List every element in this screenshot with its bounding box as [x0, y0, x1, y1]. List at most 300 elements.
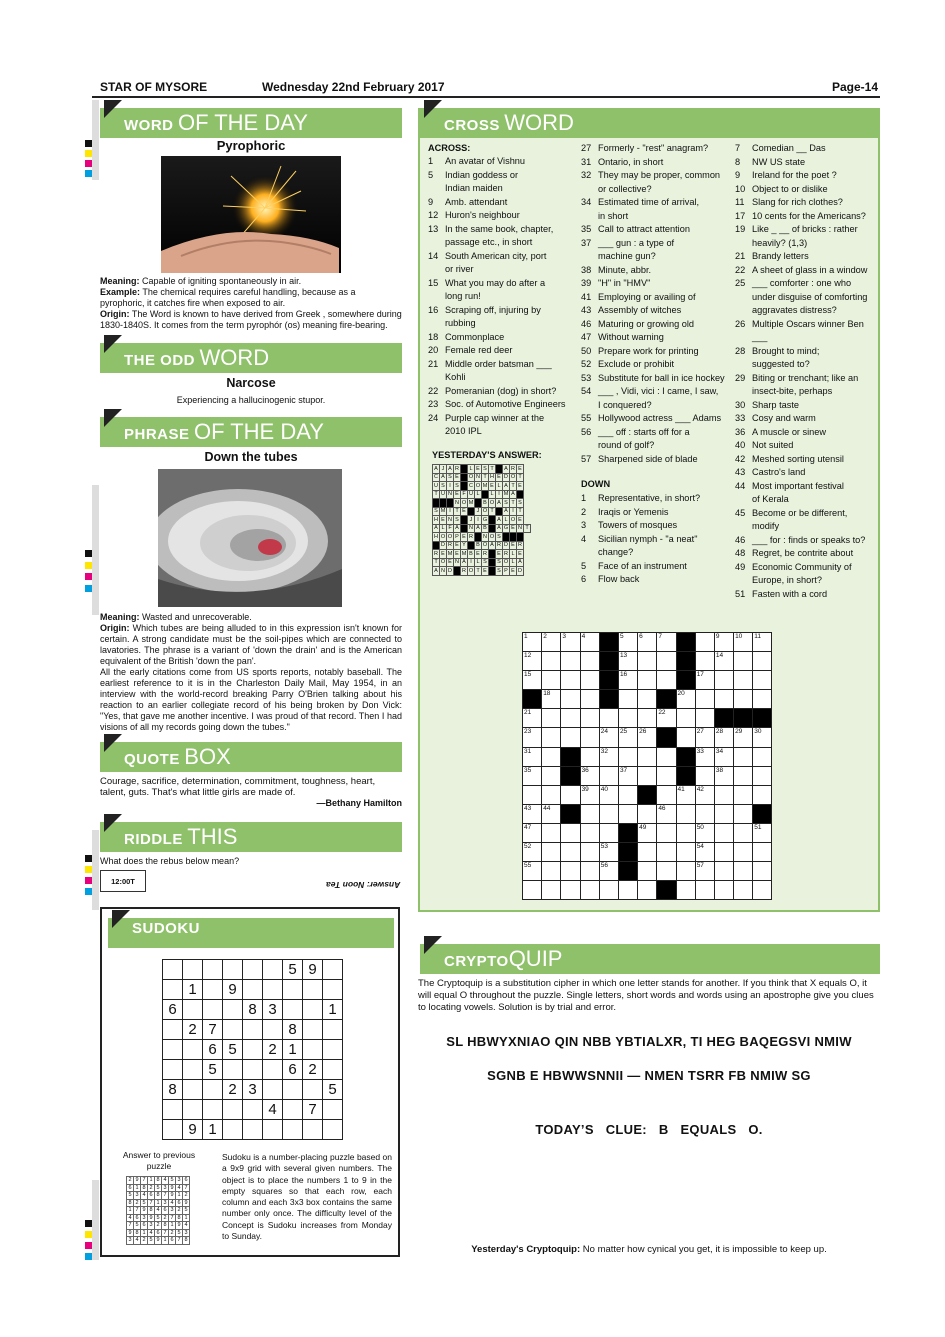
crossword-cell[interactable] [714, 843, 733, 862]
crossword-cell[interactable] [599, 804, 618, 823]
crossword-cell[interactable] [561, 862, 580, 881]
crossword-cell[interactable] [523, 823, 542, 842]
crossword-cell[interactable] [676, 823, 695, 842]
crossword-cell[interactable] [542, 747, 561, 766]
clue-text: Female red deer [445, 345, 513, 355]
sudoku-cell[interactable] [323, 1020, 343, 1040]
crossword-cell[interactable] [695, 671, 714, 690]
crossword-cell[interactable] [753, 823, 772, 842]
crossword-cell[interactable] [618, 747, 637, 766]
sudoku-cell[interactable] [223, 1100, 243, 1120]
sudoku-cell[interactable]: 1 [203, 1120, 223, 1140]
crossword-cell[interactable] [753, 881, 772, 900]
sudoku-cell[interactable] [243, 1120, 263, 1140]
solution-cell: E [511, 567, 515, 574]
sudoku-cell[interactable]: 6 [163, 1000, 183, 1020]
crossword-cell[interactable] [695, 652, 714, 671]
sudoku-answer-cell: 2 [170, 1229, 174, 1236]
crossword-cell[interactable] [561, 671, 580, 690]
clue-number: 11 [735, 197, 745, 207]
sudoku-cell[interactable] [223, 1060, 243, 1080]
crossword-cell[interactable] [542, 633, 561, 652]
crossword-cell[interactable] [599, 862, 618, 881]
crossword-cell[interactable] [714, 652, 733, 671]
crossword-cell[interactable] [695, 862, 714, 881]
crossword-cell[interactable] [561, 633, 580, 652]
clue-line [735, 480, 880, 494]
crossword-cell[interactable] [638, 690, 657, 709]
crossword-cell[interactable] [695, 881, 714, 900]
sudoku-cell[interactable] [223, 1120, 243, 1140]
crossword-cell[interactable] [580, 652, 599, 671]
sudoku-cell[interactable]: 1 [183, 980, 203, 1000]
clue-number: 22 [428, 385, 439, 396]
crossword-cell[interactable] [599, 843, 618, 862]
sudoku-cell[interactable]: 8 [163, 1080, 183, 1100]
crossword-cell[interactable] [714, 862, 733, 881]
sudoku-cell[interactable] [263, 1060, 283, 1080]
sudoku-answer-cell: 1 [149, 1177, 153, 1184]
crossword-cell[interactable] [695, 690, 714, 709]
crossword-cell[interactable] [695, 804, 714, 823]
crossword-cell[interactable] [753, 671, 772, 690]
crossword-cell[interactable] [523, 785, 542, 804]
crossword-cell[interactable] [657, 709, 676, 728]
clue-text: Minute, abbr. [598, 264, 652, 275]
sudoku-cell[interactable]: 9 [223, 980, 243, 1000]
solution-black-cell [433, 499, 440, 508]
sudoku-cell[interactable]: 9 [303, 960, 323, 980]
crossword-cell[interactable] [753, 652, 772, 671]
crossword-cell[interactable] [599, 823, 618, 842]
crossword-cell[interactable] [657, 862, 676, 881]
sudoku-cell[interactable] [183, 1080, 203, 1100]
sudoku-cell[interactable] [163, 960, 183, 980]
solution-cell: O [510, 516, 516, 523]
sudoku-grid[interactable] [162, 959, 343, 1140]
crossword-cell[interactable] [580, 709, 599, 728]
crossword-grid[interactable] [522, 632, 772, 900]
crossword-cell[interactable] [618, 804, 637, 823]
sudoku-cell[interactable] [323, 1040, 343, 1060]
sudoku-cell[interactable] [283, 1120, 303, 1140]
crossword-cell[interactable] [753, 690, 772, 709]
crossword-cell[interactable] [561, 785, 580, 804]
crossword-cell[interactable] [599, 785, 618, 804]
crossword-cell[interactable] [734, 728, 753, 747]
crossword-cell[interactable] [542, 671, 561, 690]
crossword-cell[interactable] [542, 823, 561, 842]
cell-number: 12 [524, 652, 532, 660]
solution-cell: N [448, 491, 452, 498]
clue-number: 1 [428, 156, 434, 166]
sudoku-cell[interactable] [163, 1120, 183, 1140]
solution-cell: E [511, 525, 515, 532]
crossword-cell[interactable] [580, 690, 599, 709]
clue-text: Assembly of witches [598, 305, 682, 315]
crossword-cell[interactable] [580, 843, 599, 862]
sudoku-cell[interactable] [303, 1080, 323, 1100]
sudoku-cell[interactable] [243, 1100, 263, 1120]
sudoku-cell[interactable] [323, 1120, 343, 1140]
crossword-cell[interactable] [638, 633, 657, 652]
crossword-cell[interactable] [695, 823, 714, 842]
sudoku-cell[interactable] [323, 960, 343, 980]
sudoku-cell[interactable] [243, 1060, 263, 1080]
crossword-cell[interactable] [753, 785, 772, 804]
clue-line [735, 358, 880, 372]
crossword-cell[interactable] [638, 709, 657, 728]
crossword-cell[interactable] [676, 862, 695, 881]
crossword-cell[interactable] [714, 766, 733, 785]
crossword-cell[interactable] [657, 843, 676, 862]
sudoku-cell[interactable] [183, 960, 203, 980]
crossword-cell[interactable] [695, 709, 714, 728]
crossword-cell[interactable] [618, 633, 637, 652]
solution-cell: R [518, 542, 522, 549]
crossword-cell[interactable] [714, 823, 733, 842]
sudoku-cell[interactable]: 4 [263, 1100, 283, 1120]
crossword-cell[interactable] [676, 785, 695, 804]
sudoku-cell[interactable]: 5 [223, 1040, 243, 1060]
crossword-cell[interactable] [618, 766, 637, 785]
sudoku-cell[interactable] [243, 960, 263, 980]
sudoku-cell[interactable] [203, 980, 223, 1000]
crossword-cell[interactable] [638, 671, 657, 690]
crossword-cell[interactable] [638, 862, 657, 881]
sudoku-cell[interactable] [183, 1000, 203, 1020]
crossword-cell[interactable] [580, 766, 599, 785]
clue-number: 28 [735, 345, 746, 356]
crossword-cell[interactable] [561, 843, 580, 862]
sudoku-cell[interactable] [203, 1080, 223, 1100]
black-cell [561, 766, 580, 785]
clue-text: 2010 IPL [445, 426, 482, 436]
crossword-cell[interactable] [714, 633, 733, 652]
crossword-cell[interactable] [714, 785, 733, 804]
crossword-cell[interactable] [734, 690, 753, 709]
sudoku-cell[interactable] [183, 1100, 203, 1120]
sudoku-cell[interactable] [323, 1100, 343, 1120]
crossword-cell[interactable] [734, 843, 753, 862]
crossword-cell[interactable] [734, 671, 753, 690]
sudoku-answer-cell: 7 [170, 1214, 174, 1221]
crossword-cell[interactable] [657, 804, 676, 823]
clue-line [428, 344, 578, 358]
clue-line [735, 237, 880, 251]
sudoku-cell[interactable] [203, 1000, 223, 1020]
crossword-cell[interactable] [753, 633, 772, 652]
sudoku-cell[interactable] [323, 980, 343, 1000]
crossword-cell[interactable] [638, 823, 657, 842]
crossword-cell[interactable] [599, 881, 618, 900]
solution-cell: M [482, 482, 488, 489]
sudoku-cell[interactable] [183, 1040, 203, 1060]
crossword-cell[interactable] [657, 633, 676, 652]
crossword-cell[interactable] [542, 804, 561, 823]
crossword-cell[interactable] [580, 728, 599, 747]
crossword-cell[interactable] [580, 804, 599, 823]
crossword-cell[interactable] [734, 804, 753, 823]
sudoku-cell[interactable]: 2 [183, 1020, 203, 1040]
sudoku-cell[interactable] [283, 1100, 303, 1120]
crossword-cell[interactable] [542, 652, 561, 671]
clue-line [581, 277, 731, 291]
crossword-cell[interactable] [580, 747, 599, 766]
crossword-cell[interactable] [657, 785, 676, 804]
sudoku-cell[interactable] [263, 960, 283, 980]
sudoku-cell[interactable] [223, 1020, 243, 1040]
sudoku-cell[interactable] [303, 980, 323, 1000]
crossword-cell[interactable] [714, 728, 733, 747]
header-small: QUOTE [124, 751, 180, 768]
crossword-cell[interactable] [714, 690, 733, 709]
solution-black-cell [461, 524, 468, 533]
crossword-cell[interactable] [676, 843, 695, 862]
crossword-cell[interactable] [734, 785, 753, 804]
sudoku-cell[interactable] [283, 980, 303, 1000]
sudoku-cell[interactable]: 2 [263, 1040, 283, 1060]
crossword-cell[interactable] [523, 804, 542, 823]
sudoku-cell[interactable]: 8 [283, 1020, 303, 1040]
crossword-cell[interactable] [657, 823, 676, 842]
clue-text: Brandy letters [752, 251, 809, 261]
crossword-cell[interactable] [580, 881, 599, 900]
crossword-cell[interactable] [618, 728, 637, 747]
crossword-cell[interactable] [618, 690, 637, 709]
crossword-cell[interactable] [734, 652, 753, 671]
crossword-cell[interactable] [734, 766, 753, 785]
crossword-cell[interactable] [695, 843, 714, 862]
crossword-cell[interactable] [753, 862, 772, 881]
crossword-cell[interactable] [753, 843, 772, 862]
crossword-cell[interactable] [734, 823, 753, 842]
crossword-cell[interactable] [599, 728, 618, 747]
crossword-cell[interactable] [638, 804, 657, 823]
crossword-cell[interactable] [542, 843, 561, 862]
crossword-cell[interactable] [638, 766, 657, 785]
crossword-cell[interactable] [542, 766, 561, 785]
crossword-cell[interactable] [618, 881, 637, 900]
sudoku-cell[interactable] [283, 1000, 303, 1020]
crossword-cell[interactable] [676, 804, 695, 823]
crossword-cell[interactable] [523, 881, 542, 900]
crossword-cell[interactable] [657, 766, 676, 785]
crossword-cell[interactable] [542, 785, 561, 804]
word-title: Pyrophoric [216, 138, 286, 153]
crossword-cell[interactable] [638, 728, 657, 747]
solution-cell: M [503, 491, 509, 498]
crossword-cell[interactable] [714, 747, 733, 766]
sudoku-answer-cell: 5 [170, 1177, 174, 1184]
sudoku-cell[interactable]: 7 [203, 1020, 223, 1040]
crossword-cell[interactable] [734, 862, 753, 881]
crossword-cell[interactable] [753, 728, 772, 747]
clue-line [428, 358, 578, 372]
crossword-cell[interactable] [580, 823, 599, 842]
sudoku-cell[interactable] [303, 1120, 323, 1140]
sudoku-cell[interactable] [163, 1040, 183, 1060]
phrase-title: Down the tubes [204, 450, 298, 464]
sudoku-cell[interactable]: 2 [303, 1060, 323, 1080]
crossword-cell[interactable] [638, 843, 657, 862]
sudoku-cell[interactable] [303, 1040, 323, 1060]
crossword-cell[interactable] [523, 766, 542, 785]
crossword-cell[interactable] [714, 881, 733, 900]
sudoku-cell[interactable]: 6 [203, 1040, 223, 1060]
sudoku-cell[interactable]: 3 [263, 1000, 283, 1020]
sudoku-cell[interactable]: 1 [323, 1000, 343, 1020]
crossword-cell[interactable] [523, 671, 542, 690]
crossword-cell[interactable] [561, 652, 580, 671]
crossword-cell[interactable] [657, 747, 676, 766]
crossword-cell[interactable] [695, 747, 714, 766]
sudoku-cell[interactable] [203, 960, 223, 980]
sudoku-cell[interactable] [243, 980, 263, 1000]
sudoku-cell[interactable] [163, 980, 183, 1000]
sudoku-cell[interactable] [283, 1080, 303, 1100]
crossword-cell[interactable] [599, 766, 618, 785]
crossword-cell[interactable] [542, 709, 561, 728]
solution-black-cell [440, 499, 447, 508]
sudoku-cell[interactable] [323, 1060, 343, 1080]
sudoku-cell[interactable] [223, 960, 243, 980]
crossword-cell[interactable] [676, 728, 695, 747]
sudoku-cell[interactable] [303, 1020, 323, 1040]
crossword-cell[interactable] [638, 747, 657, 766]
crossword-cell[interactable] [695, 785, 714, 804]
sudoku-cell[interactable] [303, 1000, 323, 1020]
crossword-cell[interactable] [676, 690, 695, 709]
crossword-cell[interactable] [676, 881, 695, 900]
crossword-cell[interactable] [561, 728, 580, 747]
crossword-cell[interactable] [599, 709, 618, 728]
clue-number: 8 [735, 156, 741, 167]
sudoku-cell[interactable]: 6 [283, 1060, 303, 1080]
crossword-cell[interactable] [638, 881, 657, 900]
sudoku-cell[interactable] [243, 1020, 263, 1040]
crossword-cell[interactable] [561, 823, 580, 842]
solution-black-cell [461, 465, 468, 474]
clue-text: Employing or availing of [598, 291, 696, 302]
crossword-cell[interactable] [542, 728, 561, 747]
black-cell [657, 690, 676, 709]
crossword-cell[interactable] [561, 709, 580, 728]
crossword-cell[interactable] [580, 671, 599, 690]
crossword-cell[interactable] [561, 690, 580, 709]
cell-number: 6 [639, 633, 643, 640]
crossword-cell[interactable] [676, 709, 695, 728]
sudoku-cell[interactable] [163, 1060, 183, 1080]
clue-number: 30 [735, 399, 746, 410]
crossword-cell[interactable] [695, 728, 714, 747]
crossword-cell[interactable] [580, 785, 599, 804]
sudoku-cell[interactable]: 8 [243, 1000, 263, 1020]
cell-number: 13 [619, 652, 628, 660]
clue-number: 47 [581, 332, 592, 342]
crossword-cell[interactable] [618, 652, 637, 671]
crossword-cell[interactable] [618, 709, 637, 728]
crossword-cell[interactable] [542, 690, 561, 709]
crossword-cell[interactable] [714, 671, 733, 690]
clue-text: Regret, be contrite about [752, 548, 854, 558]
crossword-cell[interactable] [561, 881, 580, 900]
solution-cell: T [434, 559, 438, 566]
crossword-cell[interactable] [542, 881, 561, 900]
clue-number: 26 [735, 318, 746, 329]
sudoku-cell[interactable] [263, 1020, 283, 1040]
crossword-cell[interactable] [523, 843, 542, 862]
crossword-cell[interactable] [657, 652, 676, 671]
crossword-cell[interactable] [523, 747, 542, 766]
crossword-cell[interactable] [618, 671, 637, 690]
crossword-cell[interactable] [580, 862, 599, 881]
sudoku-cell[interactable]: 5 [283, 960, 303, 980]
crossword-cell[interactable] [695, 766, 714, 785]
crossword-cell[interactable] [695, 633, 714, 652]
solution-cell: A [504, 465, 508, 472]
cell-number: 50 [696, 823, 704, 831]
sudoku-cell[interactable] [163, 1100, 183, 1120]
crossword-cell[interactable] [734, 747, 753, 766]
crossword-cell[interactable] [618, 785, 637, 804]
sudoku-cell[interactable] [243, 1040, 263, 1060]
cell-number: 4 [581, 633, 586, 640]
clue-line [428, 155, 578, 169]
solution-cell: L [476, 491, 480, 498]
sudoku-cell[interactable]: 7 [303, 1100, 323, 1120]
sudoku-cell[interactable] [263, 980, 283, 1000]
sudoku-cell[interactable]: 1 [283, 1040, 303, 1060]
crossword-cell[interactable] [523, 633, 542, 652]
crossword-cell[interactable] [599, 747, 618, 766]
sudoku-cell[interactable]: 5 [203, 1060, 223, 1080]
clue-number: 36 [735, 426, 746, 437]
sudoku-cell[interactable]: 3 [243, 1080, 263, 1100]
clue-text: Substitute for ball in ice hockey [598, 372, 725, 383]
sudoku-cell[interactable]: 5 [323, 1080, 343, 1100]
crossword-cell[interactable] [523, 652, 542, 671]
crossword-cell[interactable] [734, 881, 753, 900]
crossword-cell[interactable] [657, 671, 676, 690]
sudoku-cell[interactable] [223, 1000, 243, 1020]
sudoku-cell[interactable]: 2 [223, 1080, 243, 1100]
cell-number: 3 [562, 633, 566, 640]
crossword-cell[interactable] [714, 804, 733, 823]
sudoku-cell[interactable] [263, 1120, 283, 1140]
clue-number: 24 [428, 412, 439, 423]
sudoku-cell[interactable] [183, 1060, 203, 1080]
crossword-cell[interactable] [734, 633, 753, 652]
sudoku-answer-cell: 5 [156, 1184, 160, 1191]
crossword-cell[interactable] [753, 747, 772, 766]
crossword-cell[interactable] [523, 709, 542, 728]
clue-line [428, 304, 578, 318]
crossword-cell[interactable] [580, 633, 599, 652]
solution-cell: H [490, 474, 494, 481]
sudoku-cell[interactable]: 9 [183, 1120, 203, 1140]
sudoku-cell[interactable] [203, 1100, 223, 1120]
crossword-cell[interactable] [542, 862, 561, 881]
crossword-cell[interactable] [523, 862, 542, 881]
across-clues-col2 [581, 142, 731, 466]
crossword-cell[interactable] [638, 652, 657, 671]
sudoku-cell[interactable] [163, 1020, 183, 1040]
black-cell [618, 843, 637, 862]
crossword-cell[interactable] [753, 766, 772, 785]
crossword-cell[interactable] [523, 728, 542, 747]
sudoku-cell[interactable] [263, 1080, 283, 1100]
